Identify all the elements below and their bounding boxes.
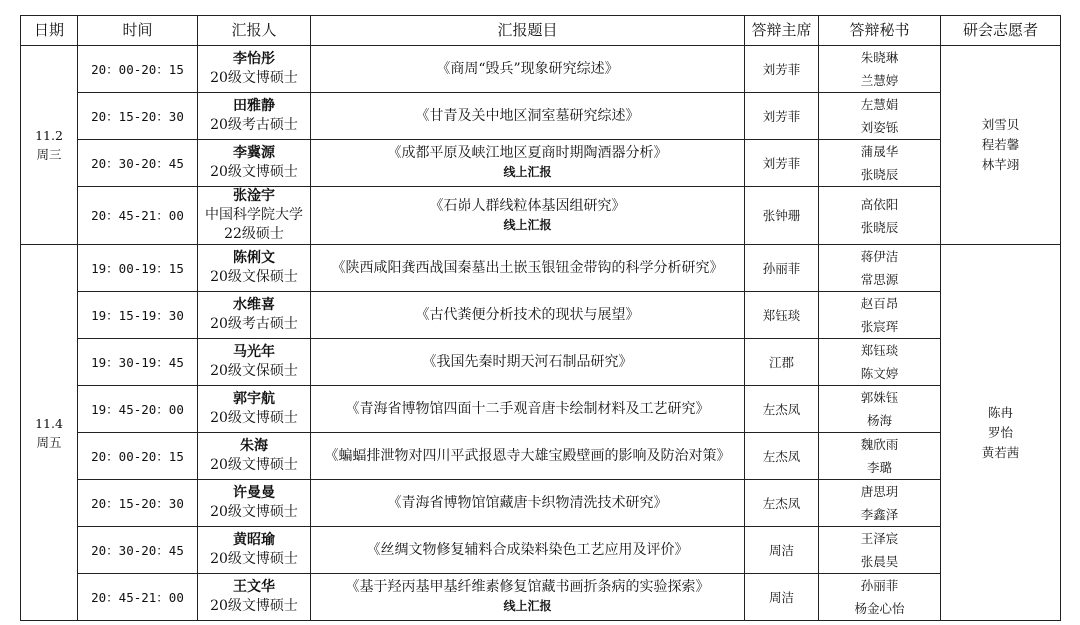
topic-title: 《成都平原及峡江地区夏商时期陶酒器分析》 — [387, 145, 668, 161]
secretary-name: 张晓辰 — [860, 167, 899, 182]
presenter-name: 郭宇航 — [233, 391, 275, 407]
presenter-affiliation: 20级文保硕士 — [210, 363, 298, 379]
presenter-cell — [198, 140, 311, 187]
time-slot: 20：30-20：45 — [78, 140, 198, 187]
time-slot: 19：30-19：45 — [78, 339, 198, 386]
table-row — [21, 339, 1061, 386]
topic-cell — [311, 93, 745, 140]
presenter-cell — [198, 46, 311, 93]
online-note: 线上汇报 — [503, 599, 552, 613]
presenter-affiliation: 20级文博硕士 — [210, 70, 298, 86]
topic-cell — [311, 46, 745, 93]
chair-name: 郑钰琰 — [745, 292, 819, 339]
time-slot: 20：45-21：00 — [78, 574, 198, 621]
presenter-name: 许曼曼 — [233, 485, 275, 501]
volunteers-cell — [941, 245, 1061, 621]
chair-name: 周洁 — [745, 527, 819, 574]
header-presenter: 汇报人 — [198, 16, 311, 46]
topic-title: 《丝绸文物修复辅料合成染料染色工艺应用及评价》 — [366, 541, 689, 558]
presenter-name: 李怡彤 — [233, 51, 275, 67]
secretary-name: 郭姝钰 — [860, 390, 899, 405]
time-slot: 19：00-19：15 — [78, 245, 198, 292]
presenter-cell — [198, 93, 311, 140]
presenter-affiliation: 20级考古硕士 — [210, 117, 298, 133]
date-value: 11.2 — [35, 128, 63, 143]
online-note: 线上汇报 — [503, 165, 552, 179]
chair-name: 左杰凤 — [745, 386, 819, 433]
topic-title: 《石峁人群线粒体基因组研究》 — [429, 197, 626, 214]
secretary-cell — [819, 339, 941, 386]
time-slot: 19：15-19：30 — [78, 292, 198, 339]
secretary-name: 唐思玥 — [860, 484, 899, 499]
table-row — [21, 93, 1061, 140]
table-row — [21, 140, 1061, 187]
table-row — [21, 245, 1061, 292]
volunteer-name: 程若馨 — [981, 137, 1020, 152]
table-row — [21, 480, 1061, 527]
secretary-cell — [819, 574, 941, 621]
secretary-cell — [819, 245, 941, 292]
secretary-name: 张晨昊 — [860, 554, 899, 569]
presenter-cell — [198, 245, 311, 292]
volunteer-name: 罗怡 — [987, 424, 1013, 440]
presenter-cell — [198, 574, 311, 621]
header-row — [21, 16, 1061, 46]
table-row — [21, 386, 1061, 433]
table-row — [21, 527, 1061, 574]
secretary-name: 杨海 — [866, 413, 892, 428]
time-slot: 20：15-20：30 — [78, 480, 198, 527]
topic-cell — [311, 433, 745, 480]
secretary-cell — [819, 292, 941, 339]
topic-title: 《蝙蝠排泄物对四川平武报恩寺大雄宝殿壁画的影响及防治对策》 — [324, 447, 731, 464]
secretary-name: 蒲晟华 — [860, 144, 899, 159]
header-date: 日期 — [21, 16, 78, 46]
presenter-name: 水维喜 — [233, 297, 275, 313]
topic-cell — [311, 140, 745, 187]
presenter-cell — [198, 386, 311, 433]
volunteer-name: 刘雪贝 — [981, 117, 1020, 132]
chair-name: 张钟珊 — [745, 187, 819, 245]
time-slot: 20：00-20：15 — [78, 433, 198, 480]
presenter-name: 陈俐文 — [233, 250, 275, 266]
secretary-cell — [819, 480, 941, 527]
online-note: 线上汇报 — [503, 217, 552, 232]
secretary-name: 赵百昂 — [860, 296, 899, 311]
table-row — [21, 574, 1061, 621]
topic-cell — [311, 292, 745, 339]
presenter-name: 张淦宇 — [233, 188, 275, 204]
topic-title: 《商周“毁兵”现象研究综述》 — [436, 60, 619, 77]
topic-title: 《青海省博物馆四面十二手观音唐卡绘制材料及工艺研究》 — [345, 400, 710, 417]
table-row — [21, 187, 1061, 245]
secretary-cell — [819, 433, 941, 480]
topic-cell — [311, 527, 745, 574]
topic-cell — [311, 245, 745, 292]
topic-cell — [311, 480, 745, 527]
presenter-affiliation: 20级文博硕士 — [210, 551, 298, 567]
schedule-table — [20, 15, 1061, 621]
secretary-name: 孙丽菲 — [860, 578, 899, 593]
schedule-body — [21, 46, 1061, 621]
date-value: 11.4 — [35, 415, 63, 431]
weekday-value: 周三 — [36, 147, 62, 162]
secretary-cell — [819, 93, 941, 140]
secretary-name: 杨金心怡 — [854, 601, 905, 616]
header-topic: 汇报题目 — [311, 16, 745, 46]
chair-name: 江郡 — [745, 339, 819, 386]
topic-cell — [311, 339, 745, 386]
presenter-cell — [198, 433, 311, 480]
table-row — [21, 46, 1061, 93]
chair-name: 左杰凤 — [745, 433, 819, 480]
presenter-affiliation: 20级文博硕士 — [210, 504, 298, 520]
volunteer-name: 黄若茜 — [981, 444, 1020, 460]
date-cell — [21, 245, 78, 621]
presenter-name: 黄昭瑜 — [233, 532, 275, 548]
header-secretary: 答辩秘书 — [819, 16, 941, 46]
presenter-affiliation: 20级文博硕士 — [210, 410, 298, 426]
topic-title: 《古代粪便分析技术的现状与展望》 — [415, 306, 640, 323]
presenter-name: 朱海 — [240, 438, 268, 454]
time-slot: 20：30-20：45 — [78, 527, 198, 574]
secretary-cell — [819, 140, 941, 187]
header-chair: 答辩主席 — [745, 16, 819, 46]
time-slot: 19：45-20：00 — [78, 386, 198, 433]
secretary-name: 左慧娟 — [860, 97, 899, 112]
presenter-name: 李冀源 — [233, 145, 275, 161]
presenter-affiliation: 中国科学院大学22级硕士 — [205, 207, 303, 242]
presenter-affiliation: 20级考古硕士 — [210, 316, 298, 332]
topic-cell — [311, 187, 745, 245]
chair-name: 刘芳菲 — [745, 93, 819, 140]
time-slot: 20：00-20：15 — [78, 46, 198, 93]
chair-name: 孙丽菲 — [745, 245, 819, 292]
secretary-cell — [819, 386, 941, 433]
presenter-affiliation: 20级文博硕士 — [210, 598, 298, 614]
secretary-name: 常思源 — [860, 272, 899, 287]
secretary-name: 刘姿铄 — [860, 120, 899, 135]
presenter-cell — [198, 527, 311, 574]
secretary-name: 王泽宸 — [860, 531, 899, 546]
header-time: 时间 — [78, 16, 198, 46]
secretary-cell — [819, 46, 941, 93]
secretary-name: 朱晓琳 — [860, 50, 899, 65]
header-volunteers: 研会志愿者 — [941, 16, 1061, 46]
secretary-cell — [819, 187, 941, 245]
secretary-cell — [819, 527, 941, 574]
topic-title: 《甘青及关中地区洞室墓研究综述》 — [415, 107, 640, 124]
chair-name: 刘芳菲 — [745, 46, 819, 93]
presenter-name: 马光年 — [233, 344, 275, 360]
presenter-cell — [198, 292, 311, 339]
topic-title: 《青海省博物馆馆藏唐卡织物清洗技术研究》 — [387, 494, 668, 511]
table-row — [21, 433, 1061, 480]
secretary-name: 张晓辰 — [860, 219, 899, 235]
secretary-name: 李鑫泽 — [860, 507, 899, 522]
secretary-name: 陈文婷 — [860, 366, 899, 381]
time-slot: 20：15-20：30 — [78, 93, 198, 140]
secretary-name: 魏欣雨 — [860, 437, 899, 452]
topic-title: 《我国先秦时期天河石制品研究》 — [422, 353, 633, 370]
topic-title: 《基于羟丙基甲基纤维素修复馆藏书画折条病的实验探索》 — [345, 579, 710, 595]
date-cell — [21, 46, 78, 245]
secretary-name: 李璐 — [866, 460, 892, 475]
volunteer-name: 林芊翊 — [981, 157, 1020, 172]
presenter-affiliation: 20级文博硕士 — [210, 457, 298, 473]
volunteer-name: 陈冉 — [987, 404, 1013, 420]
topic-title: 《陕西咸阳龚西战国秦墓出土嵌玉银钮金带钩的科学分析研究》 — [331, 259, 724, 276]
weekday-value: 周五 — [36, 434, 62, 450]
presenter-name: 田雅静 — [233, 98, 275, 114]
topic-cell — [311, 574, 745, 621]
presenter-cell — [198, 187, 311, 245]
secretary-name: 高依阳 — [860, 196, 899, 212]
secretary-name: 张宸珲 — [860, 319, 899, 334]
topic-cell — [311, 386, 745, 433]
presenter-cell — [198, 339, 311, 386]
presenter-affiliation: 20级文博硕士 — [210, 164, 298, 180]
secretary-name: 郑钰琰 — [860, 343, 899, 358]
chair-name: 周洁 — [745, 574, 819, 621]
secretary-name: 蒋伊洁 — [860, 249, 899, 264]
secretary-name: 兰慧婷 — [860, 73, 899, 88]
volunteers-cell — [941, 46, 1061, 245]
presenter-affiliation: 20级文保硕士 — [210, 269, 298, 285]
presenter-cell — [198, 480, 311, 527]
table-row — [21, 292, 1061, 339]
chair-name: 刘芳菲 — [745, 140, 819, 187]
chair-name: 左杰凤 — [745, 480, 819, 527]
presenter-name: 王文华 — [233, 579, 275, 595]
time-slot: 20：45-21：00 — [78, 187, 198, 245]
